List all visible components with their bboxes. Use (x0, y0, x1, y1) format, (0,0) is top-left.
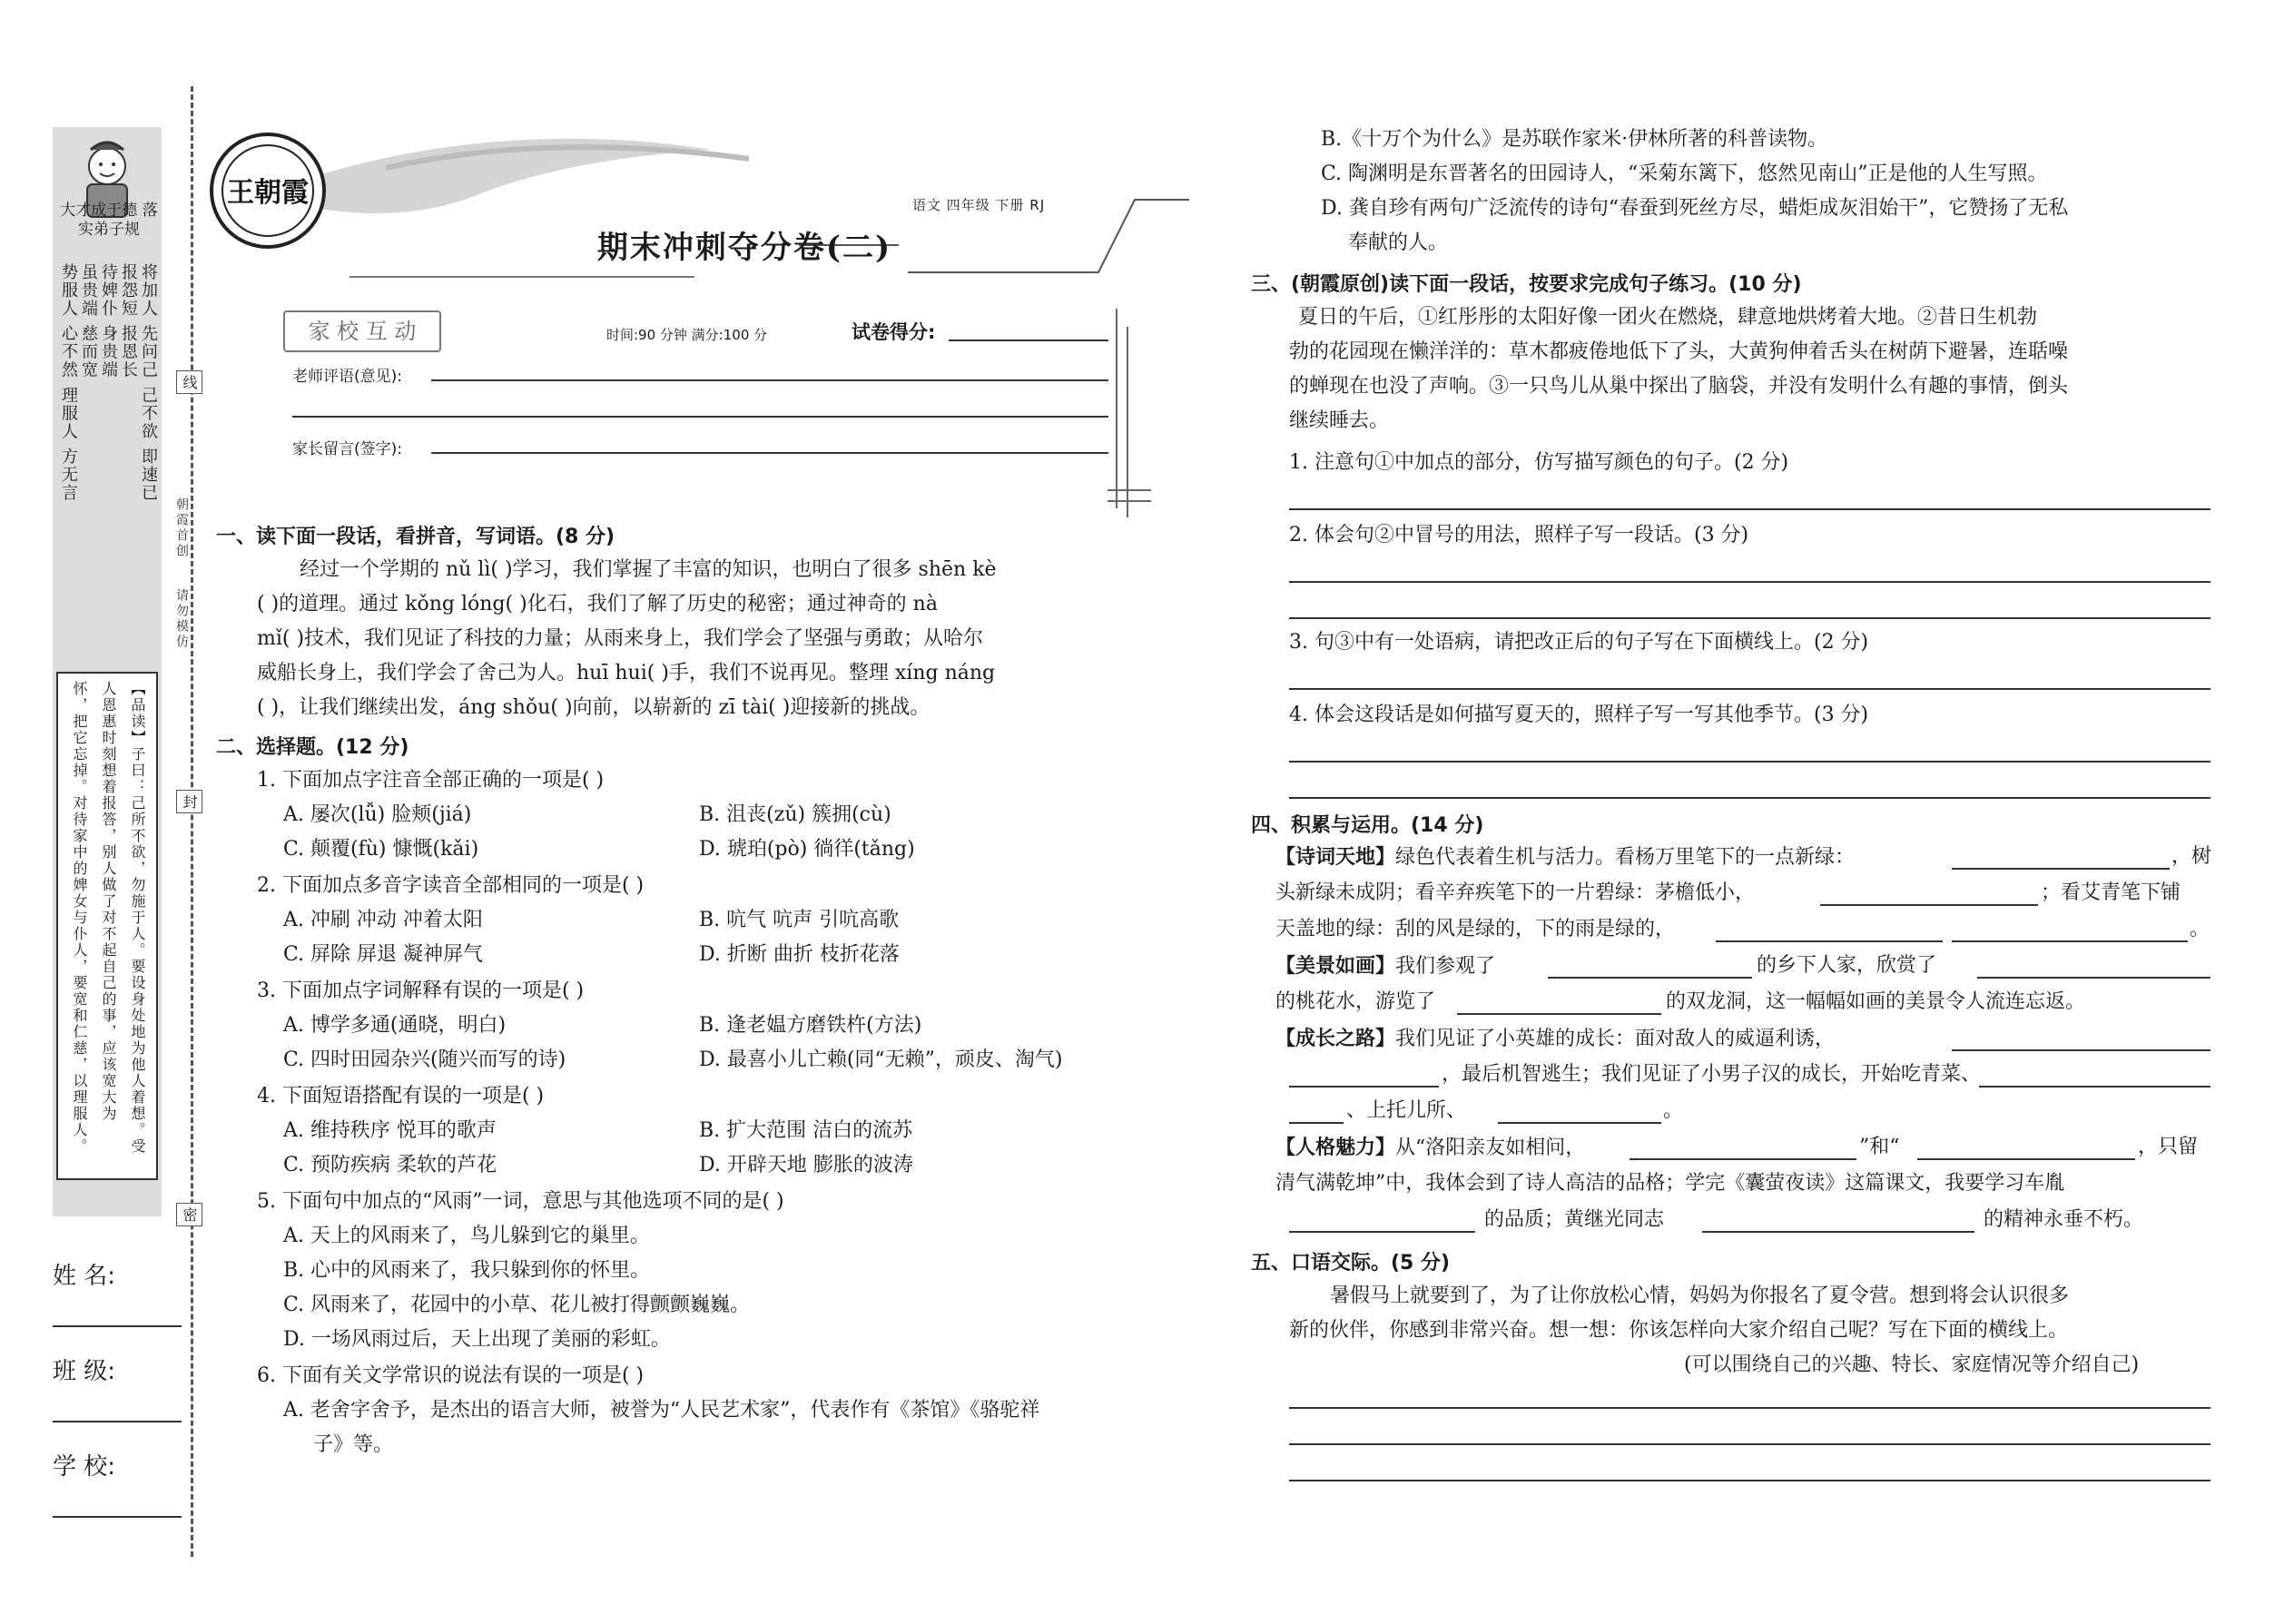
option: D. 琥珀(pò) 徜徉(tǎng) (699, 838, 915, 861)
fill-line: 的精神永垂不朽。 (1984, 1208, 2144, 1231)
fill-line: 、上托儿所、 (1346, 1099, 1467, 1122)
answer-line[interactable] (1716, 940, 1943, 942)
option: B. 沮丧(zǔ) 簇拥(cù) (699, 803, 891, 826)
motto-top: 大才成于德 落实弟子规 (60, 202, 158, 239)
answer-line[interactable] (1289, 1443, 2210, 1445)
answer-line[interactable] (1820, 904, 2038, 906)
school-field[interactable] (53, 1516, 182, 1518)
paragraph-line: (可以围绕自己的兴趣、特长、家庭情况等介绍自己) (1684, 1353, 2140, 1376)
option: 奉献的人。 (1348, 231, 1449, 254)
answer-line[interactable] (1952, 940, 2188, 942)
option: B.《十万个为什么》是苏联作家米·伊林所著的科普读物。 (1321, 128, 1828, 151)
answer-line[interactable] (1498, 1122, 1661, 1124)
option: C. 陶渊明是东晋著名的田园诗人，“采菊东篱下，悠然见南山”正是他的人生写照。 (1321, 162, 2048, 185)
question: 4. 下面短语搭配有误的一项是( ) (257, 1085, 545, 1107)
option: D. 龚自珍有两句广泛流传的诗句“春蚕到死丝方尽，蜡炬成灰泪始干”，它赞扬了无私 (1321, 197, 2069, 220)
fill-line: 头新绿未成阴；看辛弃疾笔下的一片碧绿：茅檐低小， (1275, 881, 1756, 904)
question: 1. 下面加点字注音全部正确的一项是( ) (257, 769, 605, 792)
option: C. 屏除 屏退 凝神屏气 (283, 943, 484, 966)
question: 4. 体会这段话是如何描写夏天的，照样子写一写其他季节。(3 分) (1289, 704, 1869, 726)
fill-line: 的桃花水，游览了 (1275, 990, 1436, 1013)
question: 2. 体会句②中冒号的用法，照样子写一段话。(3 分) (1289, 524, 1749, 546)
option: C. 四时田园杂兴(随兴而写的诗) (283, 1048, 566, 1071)
section-heading: 五、口语交际。(5 分) (1251, 1252, 1451, 1275)
answer-line[interactable] (1289, 1122, 1344, 1124)
fill-line: 。 (1663, 1099, 1684, 1122)
name-label: 姓 名: (53, 1263, 116, 1290)
fill-line: 【成长之路】我们见证了小英雄的成长：面对敌人的威逼利诱， (1275, 1027, 1836, 1050)
answer-line[interactable] (1289, 1086, 1439, 1088)
answer-line[interactable] (1977, 977, 2210, 979)
option: D. 折断 曲折 枝折花落 (699, 943, 900, 966)
answer-line[interactable] (1289, 797, 2210, 799)
question: 3. 下面加点字词解释有误的一项是( ) (257, 979, 585, 1002)
fill-line: 【人格魅力】从“洛阳亲友如相问， (1275, 1136, 1586, 1159)
question: 6. 下面有关文学常识的说法有误的一项是( ) (257, 1364, 645, 1387)
fill-line: ，树 (2171, 845, 2212, 868)
fill-line: 清气满乾坤”中，我体会到了诗人高洁的品格；学完《囊萤夜读》这篇课文，我要学习车胤 (1275, 1172, 2065, 1195)
option: A. 博学多通(通晓，明白) (283, 1014, 507, 1037)
cut-line (191, 86, 193, 1557)
option: D. 一场风雨过后，天上出现了美丽的彩虹。 (283, 1328, 671, 1351)
option: B. 心中的风雨来了，我只躲到你的怀里。 (283, 1259, 651, 1282)
answer-line[interactable] (1289, 508, 2210, 510)
fill-line: 的乡下人家，欣赏了 (1757, 954, 1937, 977)
answer-line[interactable] (1629, 1158, 1856, 1160)
paragraph-line: 新的伙伴，你感到非常兴奋。想一想：你该怎样向大家介绍自己呢？写在下面的横线上。 (1289, 1319, 2069, 1342)
school-label: 学 校: (53, 1453, 116, 1481)
fill-line: 。 (2190, 918, 2210, 940)
fill-line: ”和“ (1859, 1136, 1900, 1158)
answer-line[interactable] (1917, 1158, 2135, 1160)
option: A. 屡次(lǚ) 脸颊(jiá) (283, 803, 472, 826)
paragraph-line: 继续睡去。 (1289, 409, 1390, 432)
motto-col: 势服人 心不然 理服人 方无言 (59, 263, 78, 503)
option: B. 扩大范围 洁白的流苏 (699, 1119, 913, 1142)
motto-col: 虽贵端 慈而宽 (79, 263, 98, 379)
corner-lines (1108, 309, 1153, 517)
fill-line: ，只留 (2138, 1136, 2199, 1158)
paragraph-line: 勃的花园现在懒洋洋的：草木都疲倦地低下了头，大黄狗伸着舌头在树荫下避暑，连聒噪 (1289, 340, 2069, 363)
name-field[interactable] (53, 1325, 182, 1327)
answer-line[interactable] (1457, 1013, 1661, 1015)
jiaxiao-hudong-badge: 家 校 互 动 (283, 310, 441, 352)
section-heading: 四、积累与运用。(14 分) (1251, 814, 1484, 837)
fill-line: ；看艾青笔下铺 (2041, 881, 2181, 904)
pindu-box (56, 672, 158, 1180)
answer-line[interactable] (1702, 1231, 1974, 1233)
teacher-comment-field[interactable] (292, 416, 1108, 418)
option: A. 冲刷 冲动 冲着太阳 (283, 909, 483, 931)
option: A. 老舍字舍予，是杰出的语言大师，被誉为“人民艺术家”，代表作有《茶馆》《骆驼祥 (283, 1399, 1040, 1422)
paragraph-line: 夏日的午后，①红彤彤的太阳好像一团火在燃烧，肆意地烘烤着大地。②昔日生机勃 (1298, 306, 2038, 329)
fill-line: 的品质；黄继光同志 (1484, 1208, 1665, 1231)
answer-line[interactable] (1952, 1049, 2210, 1051)
section-heading: 二、选择题。(12 分) (216, 736, 409, 759)
fill-line: 的双龙洞，这一幅幅如画的美景令人流连忘返。 (1666, 990, 2086, 1013)
option: B. 吭气 吭声 引吭高歌 (699, 909, 900, 931)
paragraph-line: 暑假马上就要到了，为了让你放松心情，妈妈为你报名了夏令营。想到将会认识很多 (1330, 1284, 2070, 1307)
answer-line[interactable] (1289, 581, 2210, 583)
question: 1. 注意句①中加点的部分，仿写描写颜色的句子。(2 分) (1289, 451, 1789, 474)
teacher-comment-field[interactable] (431, 379, 1108, 381)
page-title: 期末冲刺夺分卷(二) (596, 230, 892, 266)
motto-box (54, 227, 160, 654)
answer-line[interactable] (1289, 1480, 2210, 1481)
logo-badge-icon (204, 127, 331, 254)
motto-col: 将加人 先问己 己不欲 即速已 (139, 263, 158, 503)
option: C. 颠覆(fù) 慷慨(kǎi) (283, 838, 479, 861)
section-heading: 一、读下面一段话，看拼音，写词语。(8 分) (216, 526, 615, 548)
option: C. 预防疾病 柔软的芦花 (283, 1154, 497, 1176)
option: 子》等。 (313, 1433, 394, 1456)
paragraph-line: ( )的道理。通过 kǒng lóng( )化石，我们了解了历史的秘密；通过神奇的 nà (257, 593, 938, 615)
motto-col: 待婢仆 身贵端 (99, 263, 118, 379)
answer-line[interactable] (1289, 688, 2210, 690)
pindu-col: 人恩惠时刻想着报答，别人做了对不起自己的事，应该宽大为 (100, 681, 117, 1122)
cut-label: 封 (176, 790, 202, 813)
option: A. 天上的风雨来了，鸟儿躲到它的巢里。 (283, 1225, 650, 1247)
option: D. 开辟天地 膨胀的波涛 (699, 1154, 913, 1176)
answer-line[interactable] (1979, 1086, 2210, 1088)
option: B. 逢老媪方磨铁杵(方法) (699, 1014, 922, 1037)
section-heading: 三、(朝霞原创)读下面一段话，按要求完成句子练习。(10 分) (1251, 273, 1802, 296)
score-field[interactable] (949, 340, 1108, 341)
parent-comment-field[interactable] (431, 452, 1108, 454)
logo-text: 王朝霞 (227, 177, 309, 209)
answer-line[interactable] (1289, 761, 2210, 763)
parent-comment-label: 家长留言(签字): (292, 440, 402, 458)
class-label: 班 级: (53, 1358, 116, 1385)
answer-line[interactable] (1289, 1407, 2210, 1409)
time-info: 时间:90 分钟 满分:100 分 (606, 327, 768, 343)
side-note: 请勿模仿 (174, 588, 189, 650)
answer-line[interactable] (1289, 1231, 1475, 1233)
fill-line: ，最后机智逃生；我们见证了小男子汉的成长，开始吃青菜、 (1442, 1063, 1982, 1086)
paragraph-line: ( )，让我们继续出发，áng shǒu( )向前，以崭新的 zī tài( )迎接新的挑战。 (257, 696, 930, 719)
cut-label: 线 (176, 370, 202, 394)
option: C. 风雨来了，花园中的小草、花儿被打得颤颤巍巍。 (283, 1294, 751, 1316)
answer-line[interactable] (1952, 868, 2170, 870)
side-note: 朝霞首创 (174, 497, 189, 559)
option: D. 最喜小儿亡赖(同“无赖”，顽皮、淘气) (699, 1048, 1063, 1071)
question: 5. 下面句中加点的“风雨”一词，意思与其他选项不同的是( ) (257, 1190, 784, 1213)
answer-line[interactable] (1289, 617, 2210, 619)
fill-line: 【诗词天地】绿色代表着生机与活力。看杨万里笔下的一点新绿： (1275, 845, 1856, 869)
cut-label: 密 (176, 1203, 202, 1226)
fill-line: 【美景如画】我们参观了 (1275, 954, 1496, 978)
option: A. 维持秩序 悦耳的歌声 (283, 1119, 497, 1142)
question: 3. 句③中有一处语病，请把改正后的句子写在下面横线上。(2 分) (1289, 631, 1869, 654)
question: 2. 下面加点多音字读音全部相同的一项是( ) (257, 874, 645, 897)
teacher-comment-label: 老师评语(意见): (292, 368, 402, 386)
motto-col: 报怨短 报恩长 (119, 263, 138, 379)
fill-line: 天盖地的绿：刮的风是绿的，下的雨是绿的， (1275, 918, 1676, 940)
paragraph-line: 威船长身上，我们学会了舍己为人。huī hui( )手，我们不说再见。整理 xíng náng (257, 662, 996, 684)
paragraph-line: mǐ( )技术，我们见证了科技的力量；从雨来身上，我们学会了坚强与勇敢；从哈尔 (257, 627, 984, 650)
answer-line[interactable] (1548, 977, 1752, 979)
paragraph-line: 的蝉现在也没了声响。③一只鸟儿从巢中探出了脑袋，并没有发明什么有趣的事情，倒头 (1289, 375, 2069, 398)
class-field[interactable] (53, 1421, 182, 1422)
paragraph-line: 经过一个学期的 nǔ lì( )学习，我们掌握了丰富的知识，也明白了很多 shēn kè (300, 558, 997, 581)
pindu-col: 【品读】子曰：己所不欲，勿施于人。要设身处地为他人着想。受 (129, 681, 146, 1155)
pindu-col: 怀，把它忘掉。对待家中的婢女与仆人，要宽和仁慈，以理服人。 (71, 681, 88, 1155)
score-label: 试卷得分: (852, 321, 936, 343)
grade-tags: 语文 四年级 下册 RJ (912, 197, 1046, 213)
